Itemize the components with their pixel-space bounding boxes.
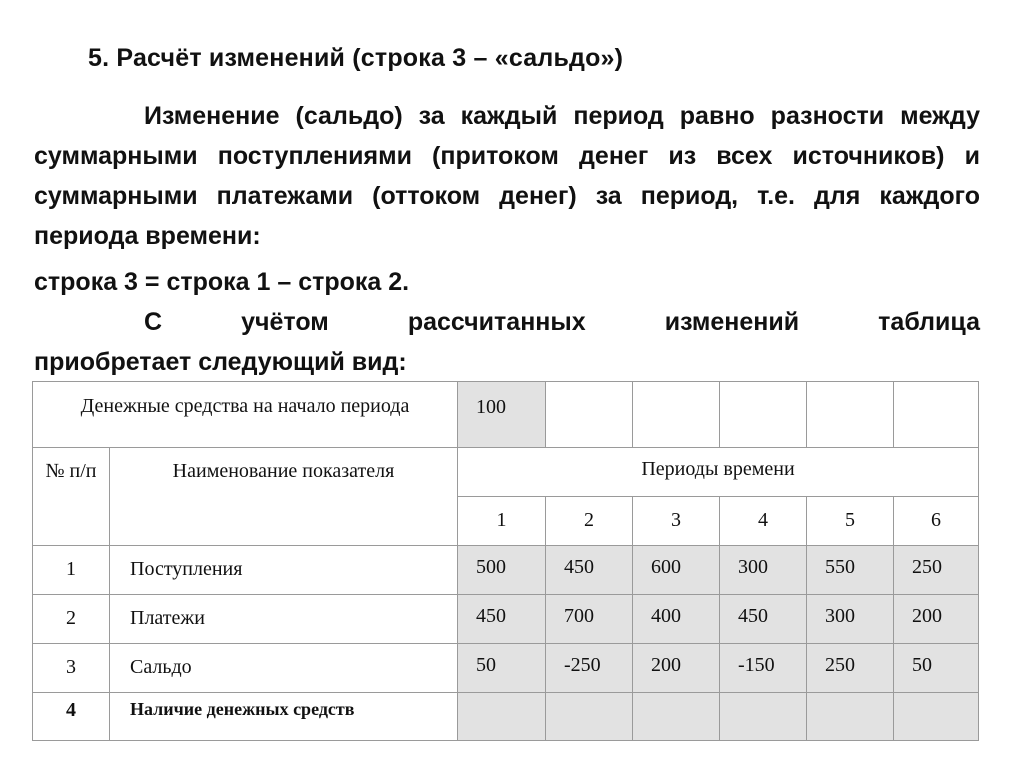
col-num-header: № п/п [33, 448, 110, 546]
row-value: 450 [458, 595, 546, 644]
period-number: 4 [720, 497, 807, 546]
intro-line-2: приобретает следующий вид: [34, 348, 407, 376]
intro-word: таблица [878, 308, 980, 336]
row-value: 550 [807, 546, 894, 595]
period-number: 2 [546, 497, 633, 546]
row-value: 450 [546, 546, 633, 595]
intro-word: рассчитанных [407, 308, 586, 336]
row-value [633, 693, 720, 741]
table-row [33, 693, 979, 741]
row-value: 500 [458, 546, 546, 595]
intro-word: учётом [241, 308, 329, 336]
row-value: 300 [807, 595, 894, 644]
initial-cash-value: 100 [458, 382, 546, 448]
initial-cash-label: Денежные средства на начало периода [33, 382, 458, 448]
period-number: 5 [807, 497, 894, 546]
row-value: 200 [894, 595, 979, 644]
row-value: 250 [894, 546, 979, 595]
row-number: 2 [33, 595, 110, 644]
row-value: -250 [546, 644, 633, 693]
initial-cash-row [33, 382, 979, 448]
table-row [33, 546, 979, 595]
period-number: 1 [458, 497, 546, 546]
row-value: 300 [720, 546, 807, 595]
row-value [720, 693, 807, 741]
empty-cell [633, 382, 720, 448]
intro-word: С [144, 308, 163, 336]
paragraph-intro [34, 302, 980, 382]
header-row [33, 448, 979, 497]
row-value [458, 693, 546, 741]
row-number: 3 [33, 644, 110, 693]
row-value: 50 [894, 644, 979, 693]
row-number: 4 [33, 693, 110, 741]
empty-cell [546, 382, 633, 448]
row-value: 450 [720, 595, 807, 644]
period-number: 6 [894, 497, 979, 546]
paragraph-formula: строка 3 = строка 1 – строка 2. [34, 268, 410, 296]
row-value: 400 [633, 595, 720, 644]
empty-cell [720, 382, 807, 448]
row-value: -150 [720, 644, 807, 693]
row-name: Наличие денежных средств [110, 693, 458, 741]
row-number: 1 [33, 546, 110, 595]
row-value: 700 [546, 595, 633, 644]
periods-header: Периоды времени [458, 448, 979, 497]
paragraph-definition: Изменение (сальдо) за каждый период равно разности между суммарными поступлениями (притоком денег из всех источников) и суммарными платежами (оттоком денег) за период, т.е. для каждого периода времени: [34, 102, 980, 250]
cash-flow-table [32, 381, 979, 741]
intro-line-1 [34, 302, 980, 342]
row-value: 250 [807, 644, 894, 693]
row-value [546, 693, 633, 741]
row-value: 200 [633, 644, 720, 693]
row-name: Платежи [110, 595, 458, 644]
intro-word: изменений [664, 308, 800, 336]
table-row [33, 644, 979, 693]
empty-cell [894, 382, 979, 448]
period-number: 3 [633, 497, 720, 546]
table-row [33, 595, 979, 644]
row-value [894, 693, 979, 741]
row-name: Поступления [110, 546, 458, 595]
row-name: Сальдо [110, 644, 458, 693]
row-value: 50 [458, 644, 546, 693]
col-name-header: Наименование показателя [110, 448, 458, 546]
row-value [807, 693, 894, 741]
empty-cell [807, 382, 894, 448]
section-heading: 5. Расчёт изменений (строка 3 – «сальдо») [88, 44, 624, 72]
row-value: 600 [633, 546, 720, 595]
